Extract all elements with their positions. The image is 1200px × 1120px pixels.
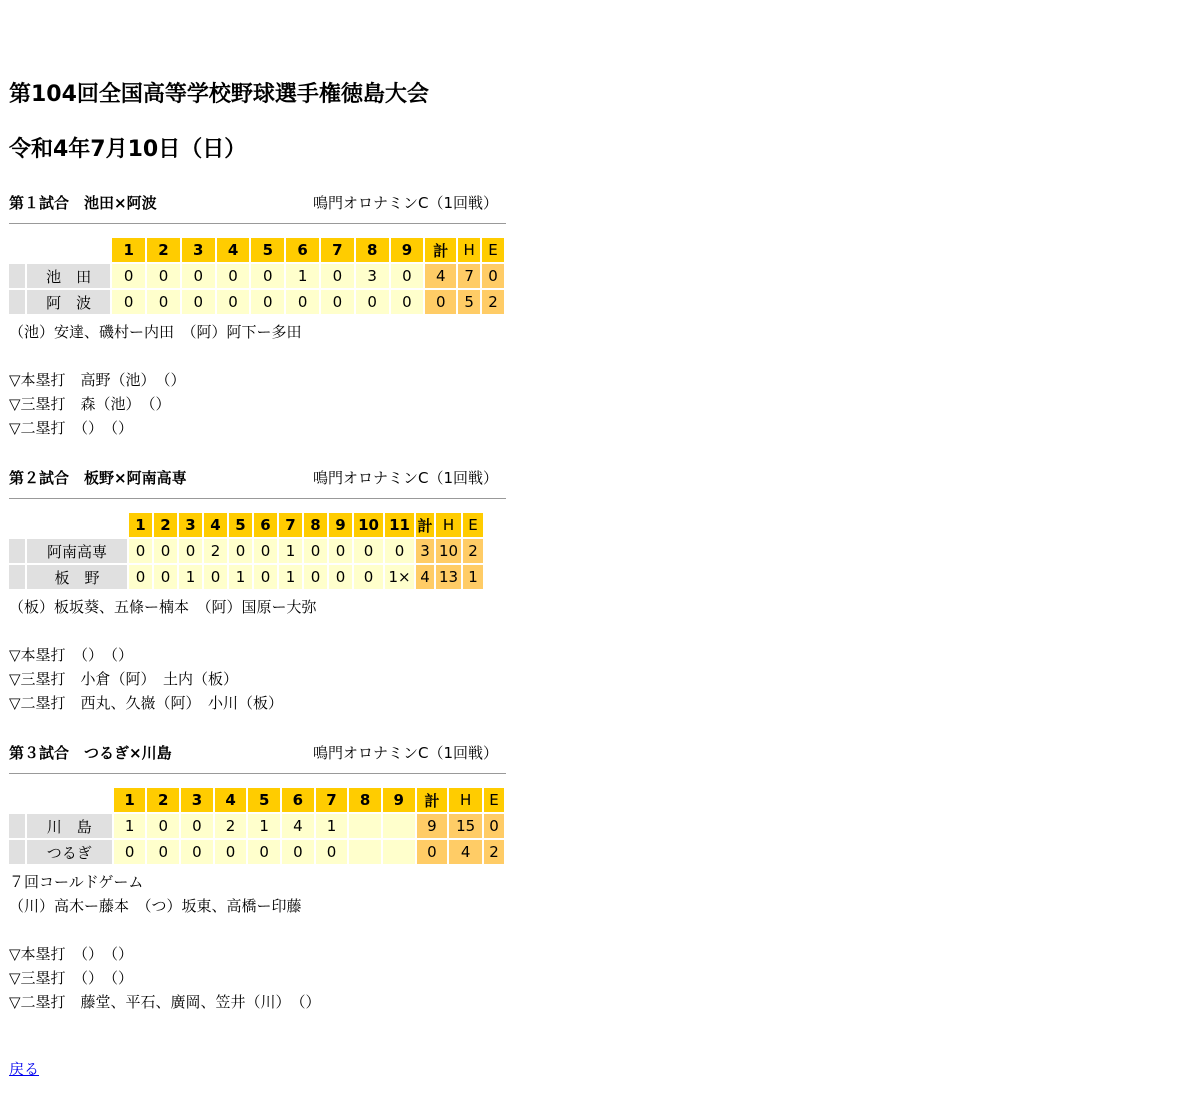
inning-score: 1 — [179, 565, 202, 589]
row-marker — [9, 290, 25, 314]
header-cell: 11 — [385, 513, 414, 537]
team-row — [9, 840, 504, 864]
back-link[interactable]: 戻る — [9, 1060, 40, 1078]
row-marker — [9, 840, 25, 864]
blank-cell — [27, 788, 112, 812]
inning-score: 0 — [254, 539, 277, 563]
inning-score: 1 — [279, 539, 302, 563]
inning-score: 0 — [229, 539, 252, 563]
inning-score: 4 — [282, 814, 314, 838]
inning-score: 0 — [329, 539, 352, 563]
inning-score: 0 — [181, 814, 213, 838]
divider — [9, 223, 506, 224]
home-run-line: ▽本塁打 高野（池） （） — [9, 371, 186, 389]
game-venue: 鳴門オロナミンC（1回戦） — [312, 468, 498, 487]
blank-cell — [9, 513, 25, 537]
inning-score — [383, 840, 415, 864]
game-header — [9, 739, 506, 765]
blank-cell — [27, 238, 110, 262]
inning-score: 0 — [391, 264, 424, 288]
inning-score: 0 — [321, 290, 354, 314]
scoreboard-header-row — [9, 238, 504, 262]
errors-count: 2 — [463, 539, 483, 563]
inning-score: 0 — [321, 264, 354, 288]
header-cell: 4 — [217, 238, 250, 262]
game-details — [9, 595, 506, 715]
triple-line: ▽三塁打 小倉（阿） 土内（板） — [9, 670, 239, 688]
row-marker — [9, 814, 25, 838]
inning-score: 1 — [316, 814, 348, 838]
double-line: ▽二塁打 （） （） — [9, 419, 134, 437]
header-cell: 10 — [354, 513, 383, 537]
header-cell: 5 — [229, 513, 252, 537]
inning-score: 0 — [304, 539, 327, 563]
header-cell: 8 — [304, 513, 327, 537]
inning-score — [349, 840, 381, 864]
row-marker — [9, 565, 25, 589]
inning-score: 0 — [147, 290, 180, 314]
spacer — [9, 344, 506, 368]
row-marker — [9, 539, 25, 563]
double-line: ▽二塁打 西丸、久嶶（阿） 小川（板） — [9, 694, 284, 712]
inning-score: 0 — [354, 539, 383, 563]
inning-score: 0 — [217, 264, 250, 288]
hits-count: 5 — [458, 290, 480, 314]
inning-score: 0 — [215, 840, 247, 864]
header-cell: 2 — [147, 788, 179, 812]
inning-score: 0 — [356, 290, 389, 314]
inning-score: 0 — [129, 539, 152, 563]
inning-score: 0 — [181, 840, 213, 864]
header-cell: E — [484, 788, 504, 812]
header-cell: E — [482, 238, 504, 262]
header-cell: 9 — [383, 788, 415, 812]
inning-score — [383, 814, 415, 838]
inning-score: 0 — [282, 840, 314, 864]
team-name: 板 野 — [27, 565, 127, 589]
blank-cell — [27, 513, 127, 537]
inning-score: 0 — [147, 264, 180, 288]
hits-count: 13 — [436, 565, 461, 589]
inning-score: 2 — [204, 539, 227, 563]
header-cell: 8 — [349, 788, 381, 812]
game-name: 第２試合 板野×阿南高専 — [9, 468, 187, 487]
header-cell: 5 — [251, 238, 284, 262]
inning-score: 0 — [147, 840, 179, 864]
blank-cell — [9, 788, 25, 812]
team-row — [9, 814, 504, 838]
inning-score: 2 — [215, 814, 247, 838]
inning-score: 0 — [204, 565, 227, 589]
header-cell: 3 — [182, 238, 215, 262]
row-marker — [9, 264, 25, 288]
inning-score: 0 — [391, 290, 424, 314]
inning-score: 0 — [147, 814, 179, 838]
inning-score: 1 — [248, 814, 280, 838]
header-cell: 1 — [112, 238, 145, 262]
header-cell: H — [436, 513, 461, 537]
game-venue: 鳴門オロナミンC（1回戦） — [312, 193, 498, 212]
inning-score: 1 — [229, 565, 252, 589]
header-cell: H — [449, 788, 482, 812]
games-container — [9, 189, 1200, 1014]
scoreboard-table — [7, 511, 485, 591]
inning-score: 1 — [114, 814, 146, 838]
header-cell: H — [458, 238, 480, 262]
header-cell: 4 — [215, 788, 247, 812]
battery-line: （板）板坂葵、五條ー楠本 （阿）国原ー大弥 — [9, 598, 317, 616]
inning-score: 0 — [114, 840, 146, 864]
game-details — [9, 320, 506, 440]
hits-count: 4 — [449, 840, 482, 864]
team-row — [9, 539, 483, 563]
scoreboard-table — [7, 236, 506, 316]
inning-score: 0 — [112, 290, 145, 314]
battery-line: （川）高木ー藤本 （つ）坂東、高橋ー印藤 — [9, 897, 302, 915]
total-runs: 9 — [417, 814, 448, 838]
errors-count: 2 — [484, 840, 504, 864]
inning-score — [349, 814, 381, 838]
battery-line: （池）安達、磯村ー内田 （阿）阿下ー多田 — [9, 323, 302, 341]
header-cell: 6 — [282, 788, 314, 812]
total-runs: 4 — [425, 264, 456, 288]
header-cell: 3 — [181, 788, 213, 812]
inning-score: 0 — [354, 565, 383, 589]
spacer — [9, 619, 506, 643]
team-row — [9, 565, 483, 589]
header-cell: 1 — [114, 788, 146, 812]
blank-cell — [9, 238, 25, 262]
header-cell: 8 — [356, 238, 389, 262]
header-cell: 6 — [286, 238, 319, 262]
page-title: 第104回全国高等学校野球選手権徳島大会 — [9, 82, 429, 107]
inning-score: 0 — [304, 565, 327, 589]
header-cell: E — [463, 513, 483, 537]
inning-score: 0 — [112, 264, 145, 288]
inning-score: 1× — [385, 565, 414, 589]
header-cell: 計 — [425, 238, 456, 262]
inning-score: 1 — [279, 565, 302, 589]
inning-score: 3 — [356, 264, 389, 288]
game-note: ７回コールドゲーム — [9, 873, 144, 891]
game-section — [9, 464, 506, 715]
inning-score: 0 — [179, 539, 202, 563]
header-cell: 7 — [321, 238, 354, 262]
inning-score: 0 — [182, 290, 215, 314]
inning-score: 0 — [316, 840, 348, 864]
header-cell: 2 — [154, 513, 177, 537]
team-name: 阿 波 — [27, 290, 110, 314]
hits-count: 10 — [436, 539, 461, 563]
game-venue: 鳴門オロナミンC（1回戦） — [312, 743, 498, 762]
header-cell: 計 — [417, 788, 448, 812]
header-cell: 7 — [316, 788, 348, 812]
team-name: 池 田 — [27, 264, 110, 288]
header-cell: 7 — [279, 513, 302, 537]
scoreboard-header-row — [9, 513, 483, 537]
home-run-line: ▽本塁打 （） （） — [9, 646, 134, 664]
game-name: 第３試合 つるぎ×川島 — [9, 743, 172, 762]
header-cell: 3 — [179, 513, 202, 537]
page-date: 令和4年7月10日（日） — [9, 137, 247, 162]
inning-score: 0 — [217, 290, 250, 314]
errors-count: 2 — [482, 290, 504, 314]
game-header — [9, 464, 506, 490]
game-details — [9, 870, 506, 1014]
double-line: ▽二塁打 藤堂、平石、廣岡、笠井（川） （） — [9, 993, 321, 1011]
hits-count: 15 — [449, 814, 482, 838]
inning-score: 0 — [154, 565, 177, 589]
scoreboard-header-row — [9, 788, 504, 812]
total-runs: 0 — [425, 290, 456, 314]
total-runs: 4 — [416, 565, 434, 589]
divider — [9, 498, 506, 499]
spacer — [9, 918, 506, 942]
inning-score: 0 — [182, 264, 215, 288]
header-cell: 1 — [129, 513, 152, 537]
game-header — [9, 189, 506, 215]
team-row — [9, 290, 504, 314]
triple-line: ▽三塁打 森（池） （） — [9, 395, 171, 413]
header-cell: 9 — [391, 238, 424, 262]
errors-count: 0 — [484, 814, 504, 838]
home-run-line: ▽本塁打 （） （） — [9, 945, 134, 963]
team-row — [9, 264, 504, 288]
total-runs: 0 — [417, 840, 448, 864]
hits-count: 7 — [458, 264, 480, 288]
errors-count: 1 — [463, 565, 483, 589]
total-runs: 3 — [416, 539, 434, 563]
team-name: つるぎ — [27, 840, 112, 864]
inning-score: 0 — [385, 539, 414, 563]
game-section — [9, 189, 506, 440]
game-name: 第１試合 池田×阿波 — [9, 193, 157, 212]
inning-score: 0 — [129, 565, 152, 589]
header-cell: 計 — [416, 513, 434, 537]
errors-count: 0 — [482, 264, 504, 288]
header-cell: 2 — [147, 238, 180, 262]
inning-score: 0 — [251, 264, 284, 288]
inning-score: 0 — [154, 539, 177, 563]
inning-score: 0 — [248, 840, 280, 864]
triple-line: ▽三塁打 （） （） — [9, 969, 134, 987]
inning-score: 0 — [286, 290, 319, 314]
scoreboard-table — [7, 786, 506, 866]
inning-score: 0 — [251, 290, 284, 314]
inning-score: 1 — [286, 264, 319, 288]
team-name: 阿南高専 — [27, 539, 127, 563]
inning-score: 0 — [329, 565, 352, 589]
team-name: 川 島 — [27, 814, 112, 838]
divider — [9, 773, 506, 774]
header-cell: 6 — [254, 513, 277, 537]
game-section — [9, 739, 506, 1014]
inning-score: 0 — [254, 565, 277, 589]
header-cell: 9 — [329, 513, 352, 537]
header-cell: 5 — [248, 788, 280, 812]
header-cell: 4 — [204, 513, 227, 537]
